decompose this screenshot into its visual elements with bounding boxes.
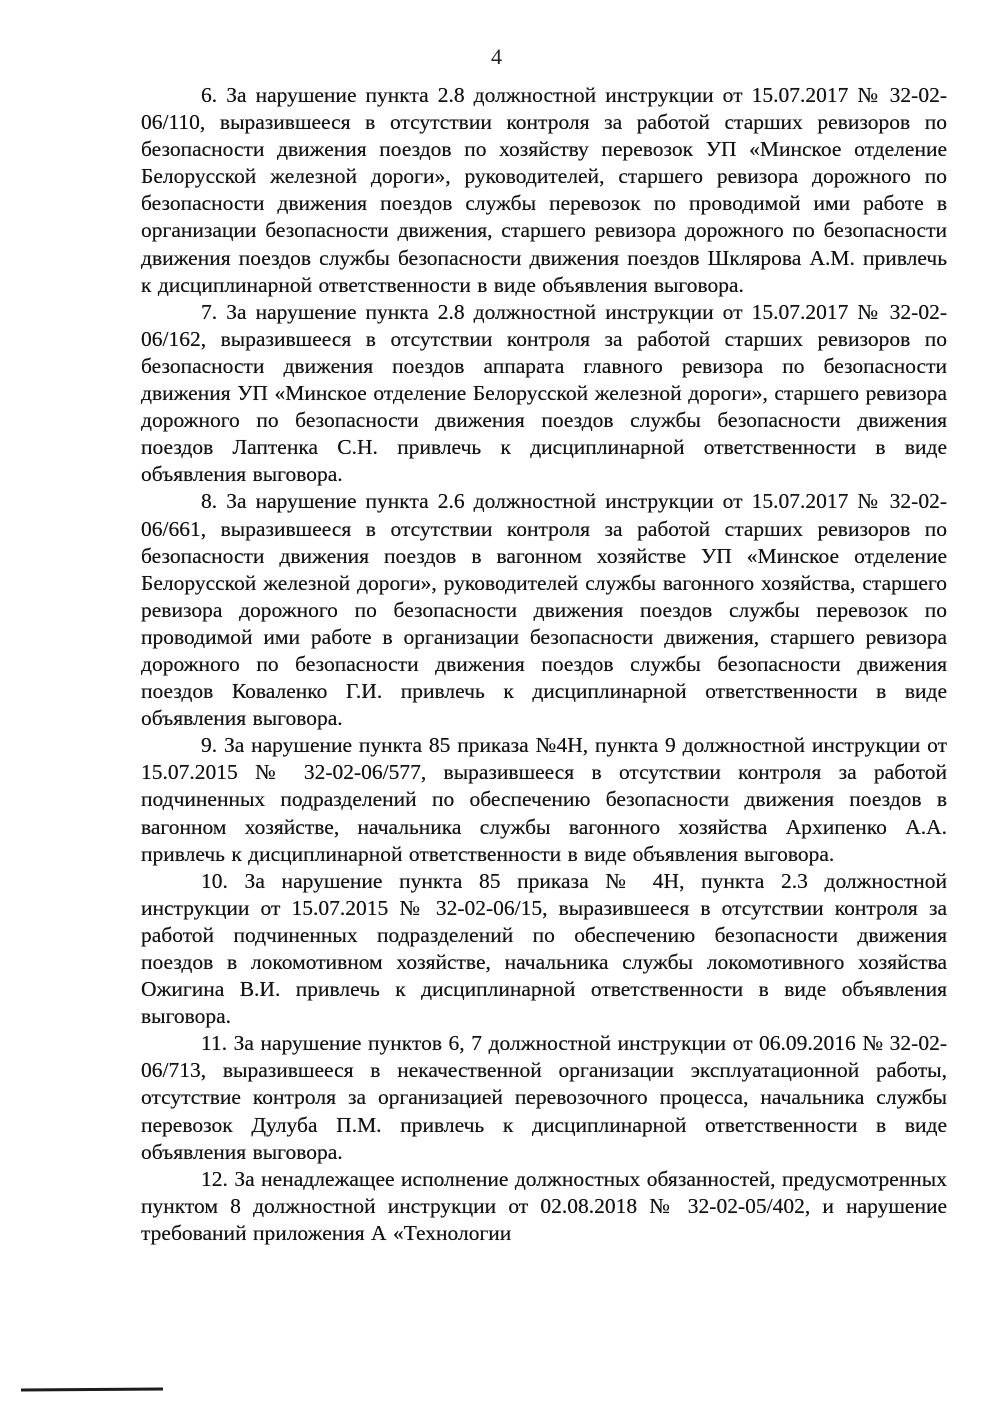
paragraph-item-9: 9. За нарушение пункта 85 приказа №4Н, пункта 9 должностной инструкции от 15.07.2015 № 32-02-06/577, выразившееся в отсутствии контроля за работой подчиненных подразделений по обеспечению безопасности движения поездов в вагонном хозяйстве, начальника службы вагонного хозяйства Архипенко А.А. привлечь к дисциплинарной ответственности в виде объявления выговора. xyxy=(141,733,947,866)
footer-rule xyxy=(21,1388,163,1392)
paragraph-item-12: 12. За ненадлежащее исполнение должностных обязанностей, предусмотренных пунктом 8 должностной инструкции от 02.08.2018 № 32-02-05/402, и нарушение требований приложения А «Технологии xyxy=(141,1166,947,1245)
paragraph-item-11: 11. За нарушение пунктов 6, 7 должностной инструкции от 06.09.2016 № 32-02-06/713, выразившееся в некачественной организации эксплуатационной работы, отсутствие контроля за организацией перевозочного процесса, начальника службы перевозок Дулуба П.М. привлечь к дисциплинарной ответственности в виде объявления выговора. xyxy=(141,1031,947,1164)
paragraph-item-6: 6. За нарушение пункта 2.8 должностной инструкции от 15.07.2017 № 32-02-06/110, выразившееся в отсутствии контроля за работой старших ревизоров по безопасности движения поездов по хозяйству перевозок УП «Минское отделение Белорусской железной дороги», руководителей, старшего ревизора дорожного по безопасности движения поездов службы перевозок по проводимой ими работе в организации безопасности движения, старшего ревизора дорожного по безопасности движения поездов службы безопасности движения поездов Шклярова А.М. привлечь к дисциплинарной ответственности в виде объявления выговора. xyxy=(141,83,947,297)
page-number: 4 xyxy=(491,44,502,69)
paragraph-item-10: 10. За нарушение пункта 85 приказа № 4Н, пункта 2.3 должностной инструкции от 15.07.2015 № 32-02-06/15, выразившееся в отсутствии контроля за работой подчиненных подразделений по обеспечению безопасности движения поездов в локомотивном хозяйстве, начальника службы локомотивного хозяйства Ожигина В.И. привлечь к дисциплинарной ответственности в виде объявления выговора. xyxy=(141,868,947,1029)
document-body xyxy=(141,82,947,1247)
paragraph-item-8: 8. За нарушение пункта 2.6 должностной инструкции от 15.07.2017 № 32-02-06/661, выразившееся в отсутствии контроля за работой старших ревизоров по безопасности движения поездов в вагонном хозяйстве УП «Минское отделение Белорусской железной дороги», руководителей службы вагонного хозяйства, старшего ревизора дорожного по безопасности движения поездов службы перевозок по проводимой ими работе в организации безопасности движения, старшего ревизора дорожного по безопасности движения поездов службы безопасности движения поездов Коваленко Г.И. привлечь к дисциплинарной ответственности в виде объявления выговора. xyxy=(141,489,947,731)
paragraph-item-7: 7. За нарушение пункта 2.8 должностной инструкции от 15.07.2017 № 32-02-06/162, выразившееся в отсутствии контроля за работой старших ревизоров по безопасности движения поездов аппарата главного ревизора по безопасности движения УП «Минское отделение Белорусской железной дороги», старшего ревизора дорожного по безопасности движения поездов службы безопасности движения поездов Лаптенка С.Н. привлечь к дисциплинарной ответственности в виде объявления выговора. xyxy=(141,299,947,487)
